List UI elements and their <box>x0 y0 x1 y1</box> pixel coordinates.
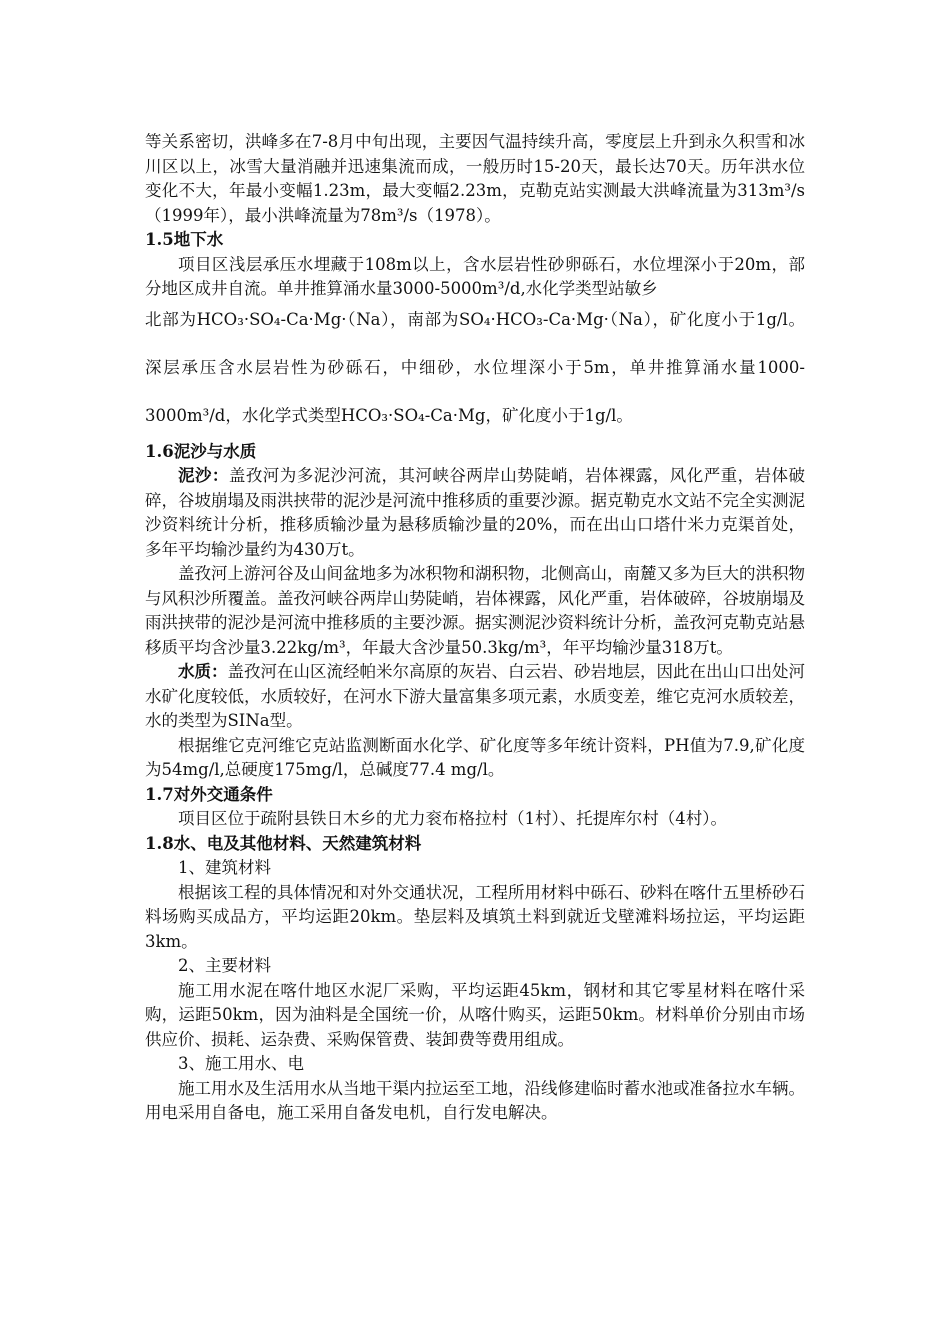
heading-traffic: 1.7对外交通条件 <box>145 784 273 804</box>
groundwater-paragraph-a: 项目区浅层承压水埋藏于108m以上，含水层岩性砂卵砾石，水位埋深小于20m，部分地区成井自流。单井推算涌水量3000-5000m³/d,水化学类型站敏乡 <box>145 254 805 298</box>
quality-paragraph-1 <box>145 660 805 734</box>
heading-groundwater: 1.5地下水 <box>145 230 224 249</box>
sediment-paragraph-1 <box>145 464 805 562</box>
document-page <box>145 130 805 1126</box>
quality-label: 水质： <box>178 662 228 681</box>
quality-text-1: 盖孜河在山区流经帕米尔高原的灰岩、白云岩、砂岩地层，因此在出山口出处河水矿化度较低，水质较好，在河水下游大量富集多项元素，水质变差，维它克河水质较差，水的类型为SINa型。 <box>145 662 805 730</box>
heading-sediment-quality: 1.6泥沙与水质 <box>145 441 257 461</box>
sediment-label: 泥沙： <box>178 466 229 485</box>
flood-paragraph: 等关系密切，洪峰多在7-8月中旬出现，主要因气温持续升高，零度层上升到永久积雪和冰川区以上，冰雪大量消融并迅速集流而成，一般历时15-20天，最长达70天。历年洪水位变化不大，年最小变幅1.23m，最大变幅2.23m，克勒克站实测最大洪峰流量为313m³/s（1999年），最小洪峰流量为78m³/s（1978）。 <box>145 132 805 225</box>
groundwater-paragraph-b: 北部为HCO₃·SO₄-Ca·Mg·（Na），南部为SO₄·HCO₃-Ca·Mg·（Na），矿化度小于1g/l。深层承压含水层岩性为砂砾石，中细砂，水位埋深小于5m，单井推算涌水量1000-3000m³/d，水化学式类型HCO₃·SO₄-Ca·Mg，矿化度小于1g/l。 <box>145 309 805 425</box>
quality-paragraph-2: 根据维它克河维它克站监测断面水化学、矿化度等多年统计资料，PH值为7.9,矿化度为54mg/l,总硬度175mg/l，总碱度77.4 mg/l。 <box>145 735 805 779</box>
subheading-main-materials: 2、主要材料 <box>178 956 271 975</box>
subheading-water-power: 3、施工用水、电 <box>178 1054 304 1073</box>
traffic-paragraph: 项目区位于疏附县铁日木乡的尤力衮布格拉村（1村）、托提库尔村（4村）。 <box>178 809 727 828</box>
heading-materials: 1.8水、电及其他材料、天然建筑材料 <box>145 833 422 853</box>
subheading-building-materials: 1、建筑材料 <box>178 858 271 877</box>
sediment-paragraph-2: 盖孜河上游河谷及山间盆地多为冰积物和湖积物，北侧高山，南麓又多为巨大的洪积物与风积沙所覆盖。盖孜河峡谷两岸山势陡峭，岩体裸露，风化严重，岩体破碎，谷坡崩塌及雨洪挟带的泥沙是河流中推移质的主要沙源。据实测泥沙资料统计分析，盖孜河克勒克站悬移质平均含沙量3.22kg/m³，年最大含沙量50.3kg/m³，年平均输沙量318万t。 <box>145 564 805 657</box>
sediment-text-1: 盖孜河为多泥沙河流，其河峡谷两岸山势陡峭，岩体裸露，风化严重，岩体破碎，谷坡崩塌及雨洪挟带的泥沙是河流中推移质的重要沙源。据克勒克水文站不完全实测泥沙资料统计分析，推移质输沙量为悬移质输沙量的20%，而在出山口塔什米力克渠首处，多年平均输沙量约为430万t。 <box>145 466 805 559</box>
building-materials-paragraph: 根据该工程的具体情况和对外交通状况，工程所用材料中砾石、砂料在喀什五里桥砂石料场购买成品方，平均运距20km。垫层料及填筑土料到就近戈壁滩料场拉运，平均运距3km。 <box>145 882 805 951</box>
main-materials-paragraph: 施工用水泥在喀什地区水泥厂采购，平均运距45km，钢材和其它零星材料在喀什采购，运距50km，因为油料是全国统一价，从喀什购买，运距50km。材料单价分别由市场供应价、损耗、运杂费、采购保管费、装卸费等费用组成。 <box>145 980 805 1049</box>
water-power-paragraph: 施工用水及生活用水从当地干渠内拉运至工地，沿线修建临时蓄水池或准备拉水车辆。用电采用自备电，施工采用自备发电机，自行发电解决。 <box>145 1078 805 1122</box>
